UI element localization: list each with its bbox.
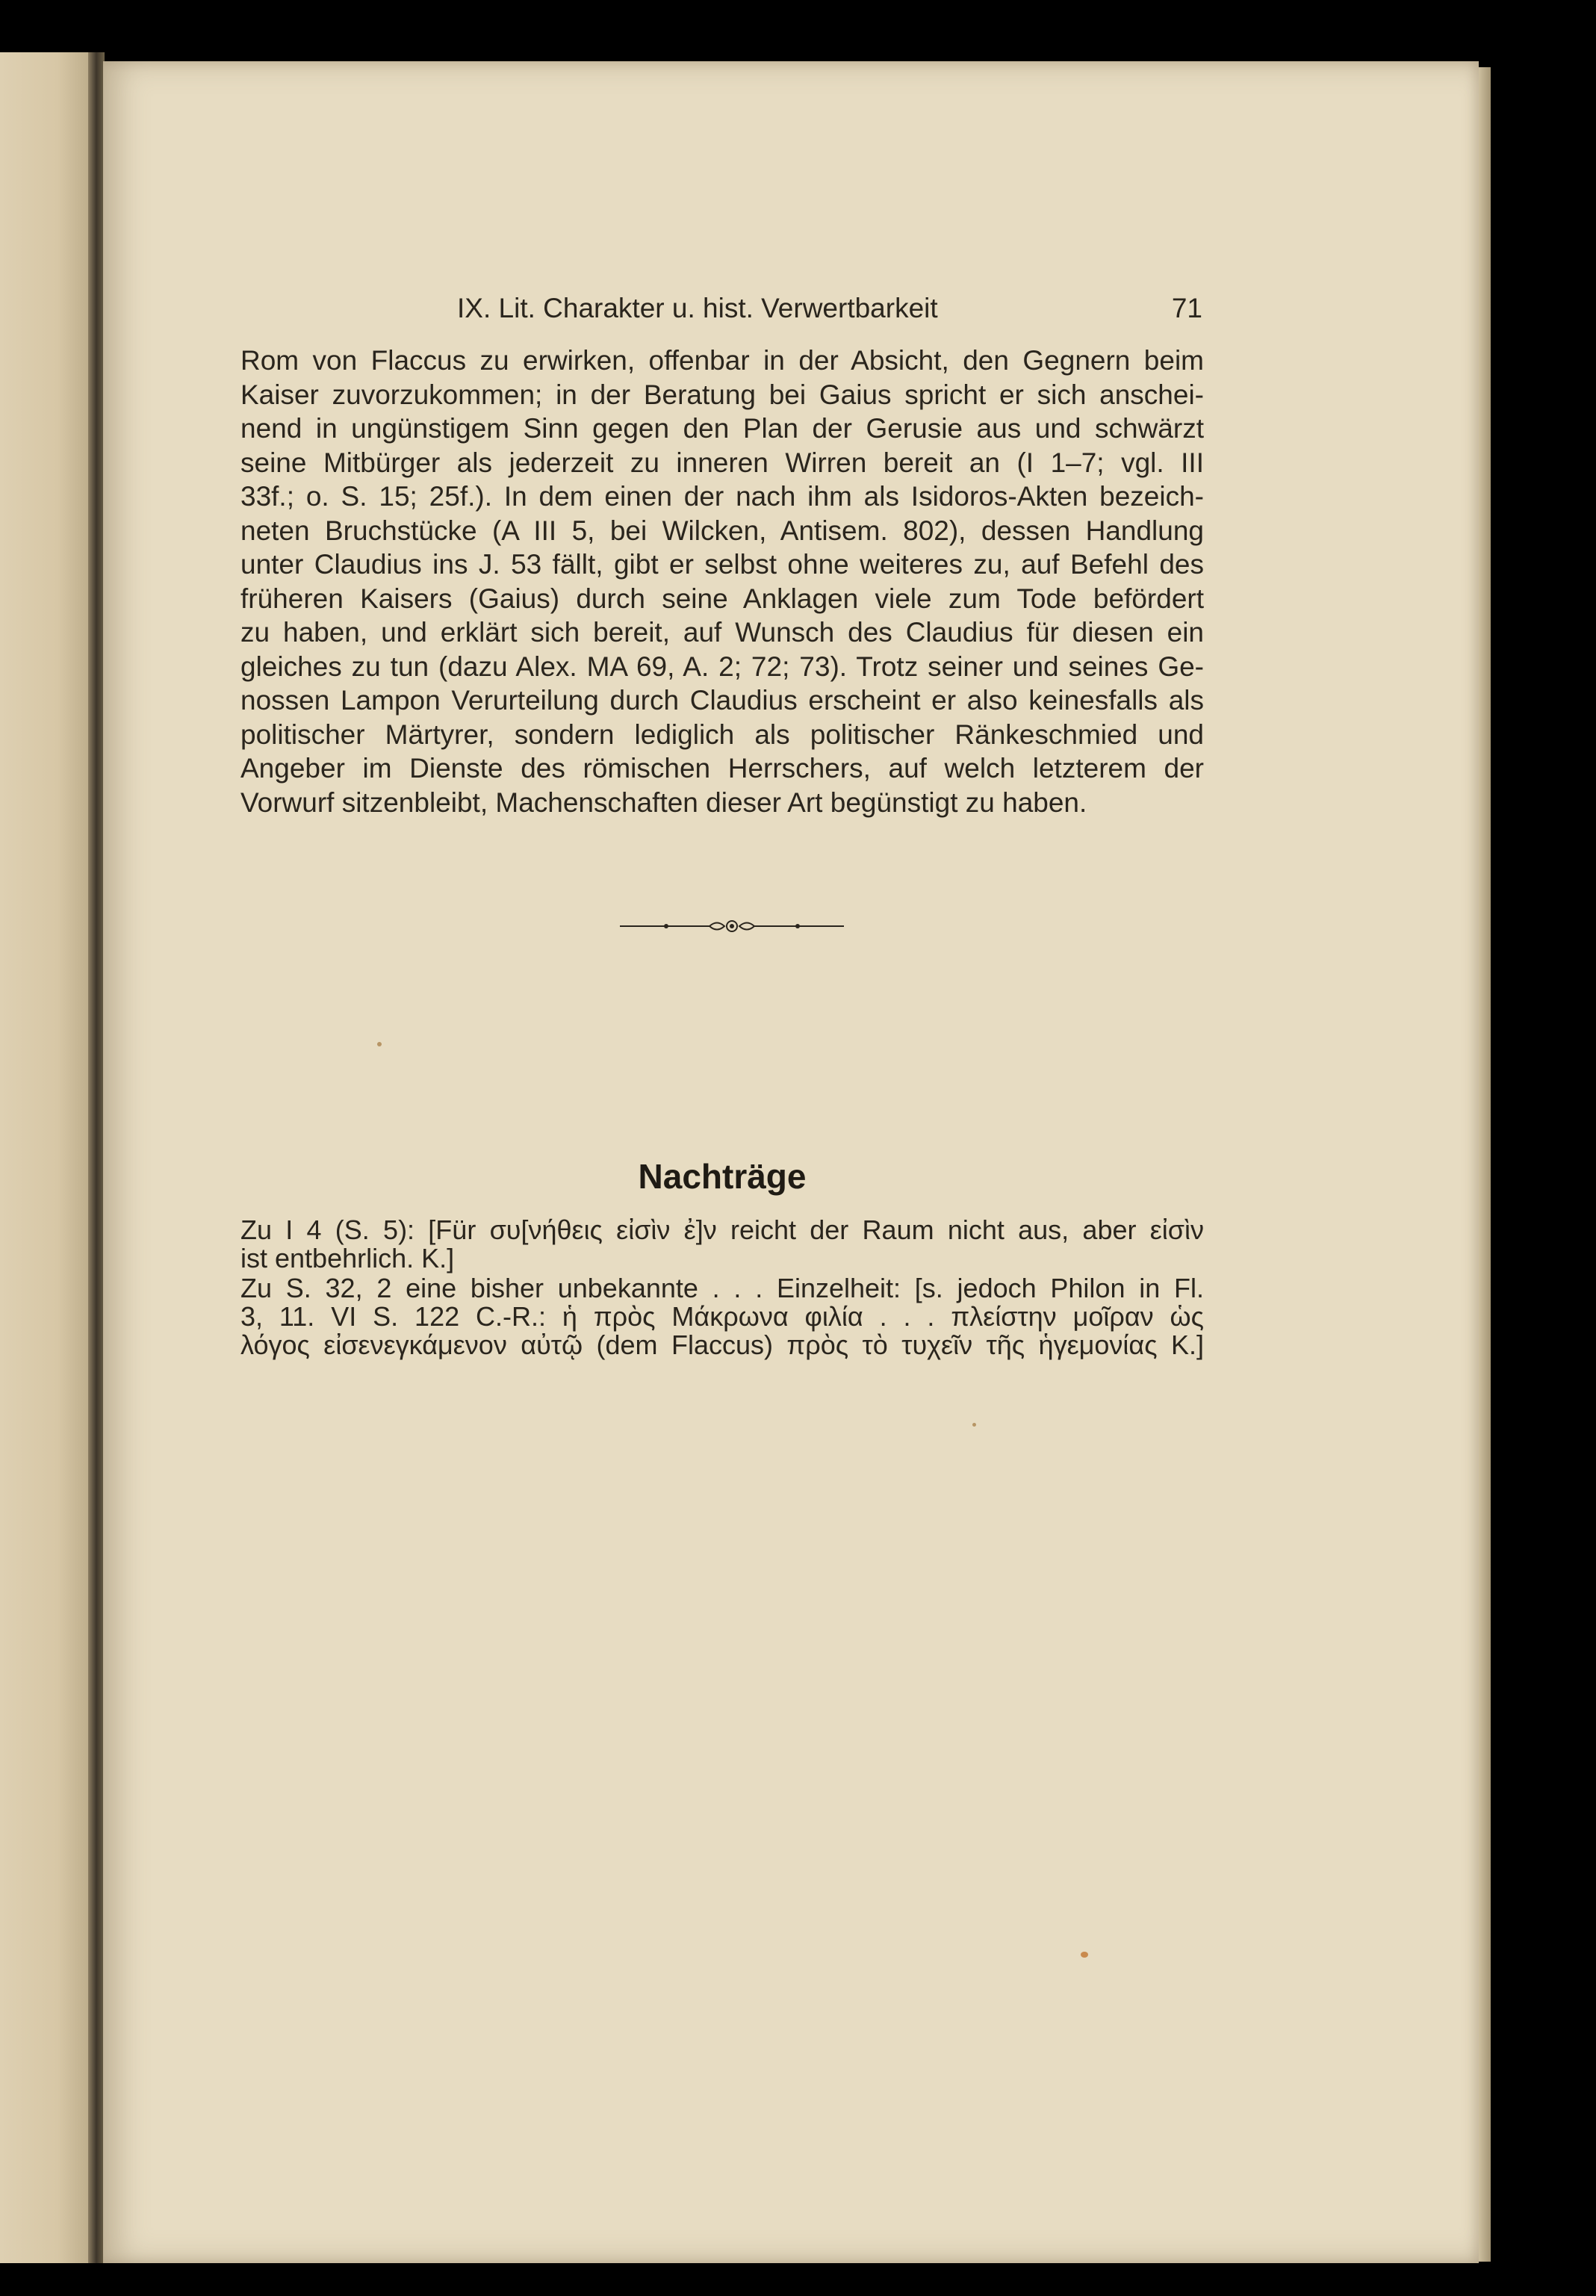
body-line: Rom von Flaccus zu erwirken, offenbar in der Absicht, den Gegnern beim [240, 345, 1204, 376]
paper-speck [1081, 1952, 1088, 1958]
body-line: unter Claudius ins J. 53 fällt, gibt er selbst ohne weiteres zu, auf Befehl des [240, 549, 1204, 580]
body-line: seine Mitbürger als jederzeit zu inneren Wirren bereit an (I 1–7; vgl. III [240, 447, 1204, 478]
note-item [240, 1274, 1204, 1359]
body-line: neten Bruchstücke (A III 5, bei Wilcken, Antisem. 802), dessen Handlung [240, 515, 1204, 546]
body-line: nossen Lampon Verurteilung durch Claudius erscheint er also keinesfalls als [240, 685, 1204, 716]
addenda-notes [240, 1216, 1204, 1361]
page-fore-edge [1479, 67, 1491, 2262]
body-line: 33f.; o. S. 15; 25f.). In dem einen der nach ihm als Isidoros-Akten bezeich- [240, 481, 1204, 512]
body-line: nend in ungünstigem Sinn gegen den Plan der Gerusie aus und schwärzt [240, 413, 1204, 444]
facing-page-edge [0, 52, 96, 2263]
body-line: politischer Märtyrer, sondern lediglich als politischer Ränkeschmied und [240, 719, 1204, 750]
note-line: Zu I 4 (S. 5): [Für συ[νήθεις εἰσὶν ἐ]ν reicht der Raum nicht aus, aber εἰσὶν [240, 1214, 1204, 1245]
note-line: ist entbehrlich. K.] [240, 1243, 455, 1273]
body-line: Vorwurf sitzenbleibt, Machenschaften dieser Art begünstigt zu haben. [240, 786, 1087, 818]
body-line: Kaiser zuvorzukommen; in der Beratung bei Gaius spricht er sich anschei- [240, 379, 1204, 410]
book-gutter [88, 52, 105, 2263]
running-head [344, 293, 1202, 330]
running-head-title: IX. Lit. Charakter u. hist. Verwertbarkeit [457, 293, 938, 323]
paper-speck [377, 1042, 382, 1046]
body-line: Angeber im Dienste des römischen Herrschers, auf welch letzterem der [240, 753, 1204, 784]
body-paragraph [240, 344, 1204, 819]
body-line: gleiches zu tun (dazu Alex. MA 69, A. 2; 72; 73). Trotz seiner und seines Ge- [240, 651, 1204, 682]
body-line: früheren Kaisers (Gaius) durch seine Anklagen viele zum Tode befördert [240, 583, 1204, 614]
paper-speck [972, 1423, 976, 1427]
section-title: Nachträge [638, 1157, 807, 1196]
note-line: λόγος εἰσενεγκάμενον αὐτῷ (dem Flaccus) πρὸς τὸ τυχεῖν τῆς ἡγεμονίας K.] [240, 1329, 1204, 1360]
note-line: 3, 11. VI S. 122 C.-R.: ἡ πρὸς Μάκρωνα φιλία . . . πλείστην μοῖραν ὡς [240, 1301, 1204, 1332]
note-line: Zu S. 32, 2 eine bisher unbekannte . . . Einzelheit: [s. jedoch Philon in Fl. [240, 1273, 1204, 1303]
page-number: 71 [1171, 293, 1202, 323]
section-divider-ornament [620, 915, 844, 937]
body-line: zu haben, und erklärt sich bereit, auf Wunsch des Claudius für diesen ein [240, 617, 1204, 648]
note-item [240, 1216, 1204, 1273]
